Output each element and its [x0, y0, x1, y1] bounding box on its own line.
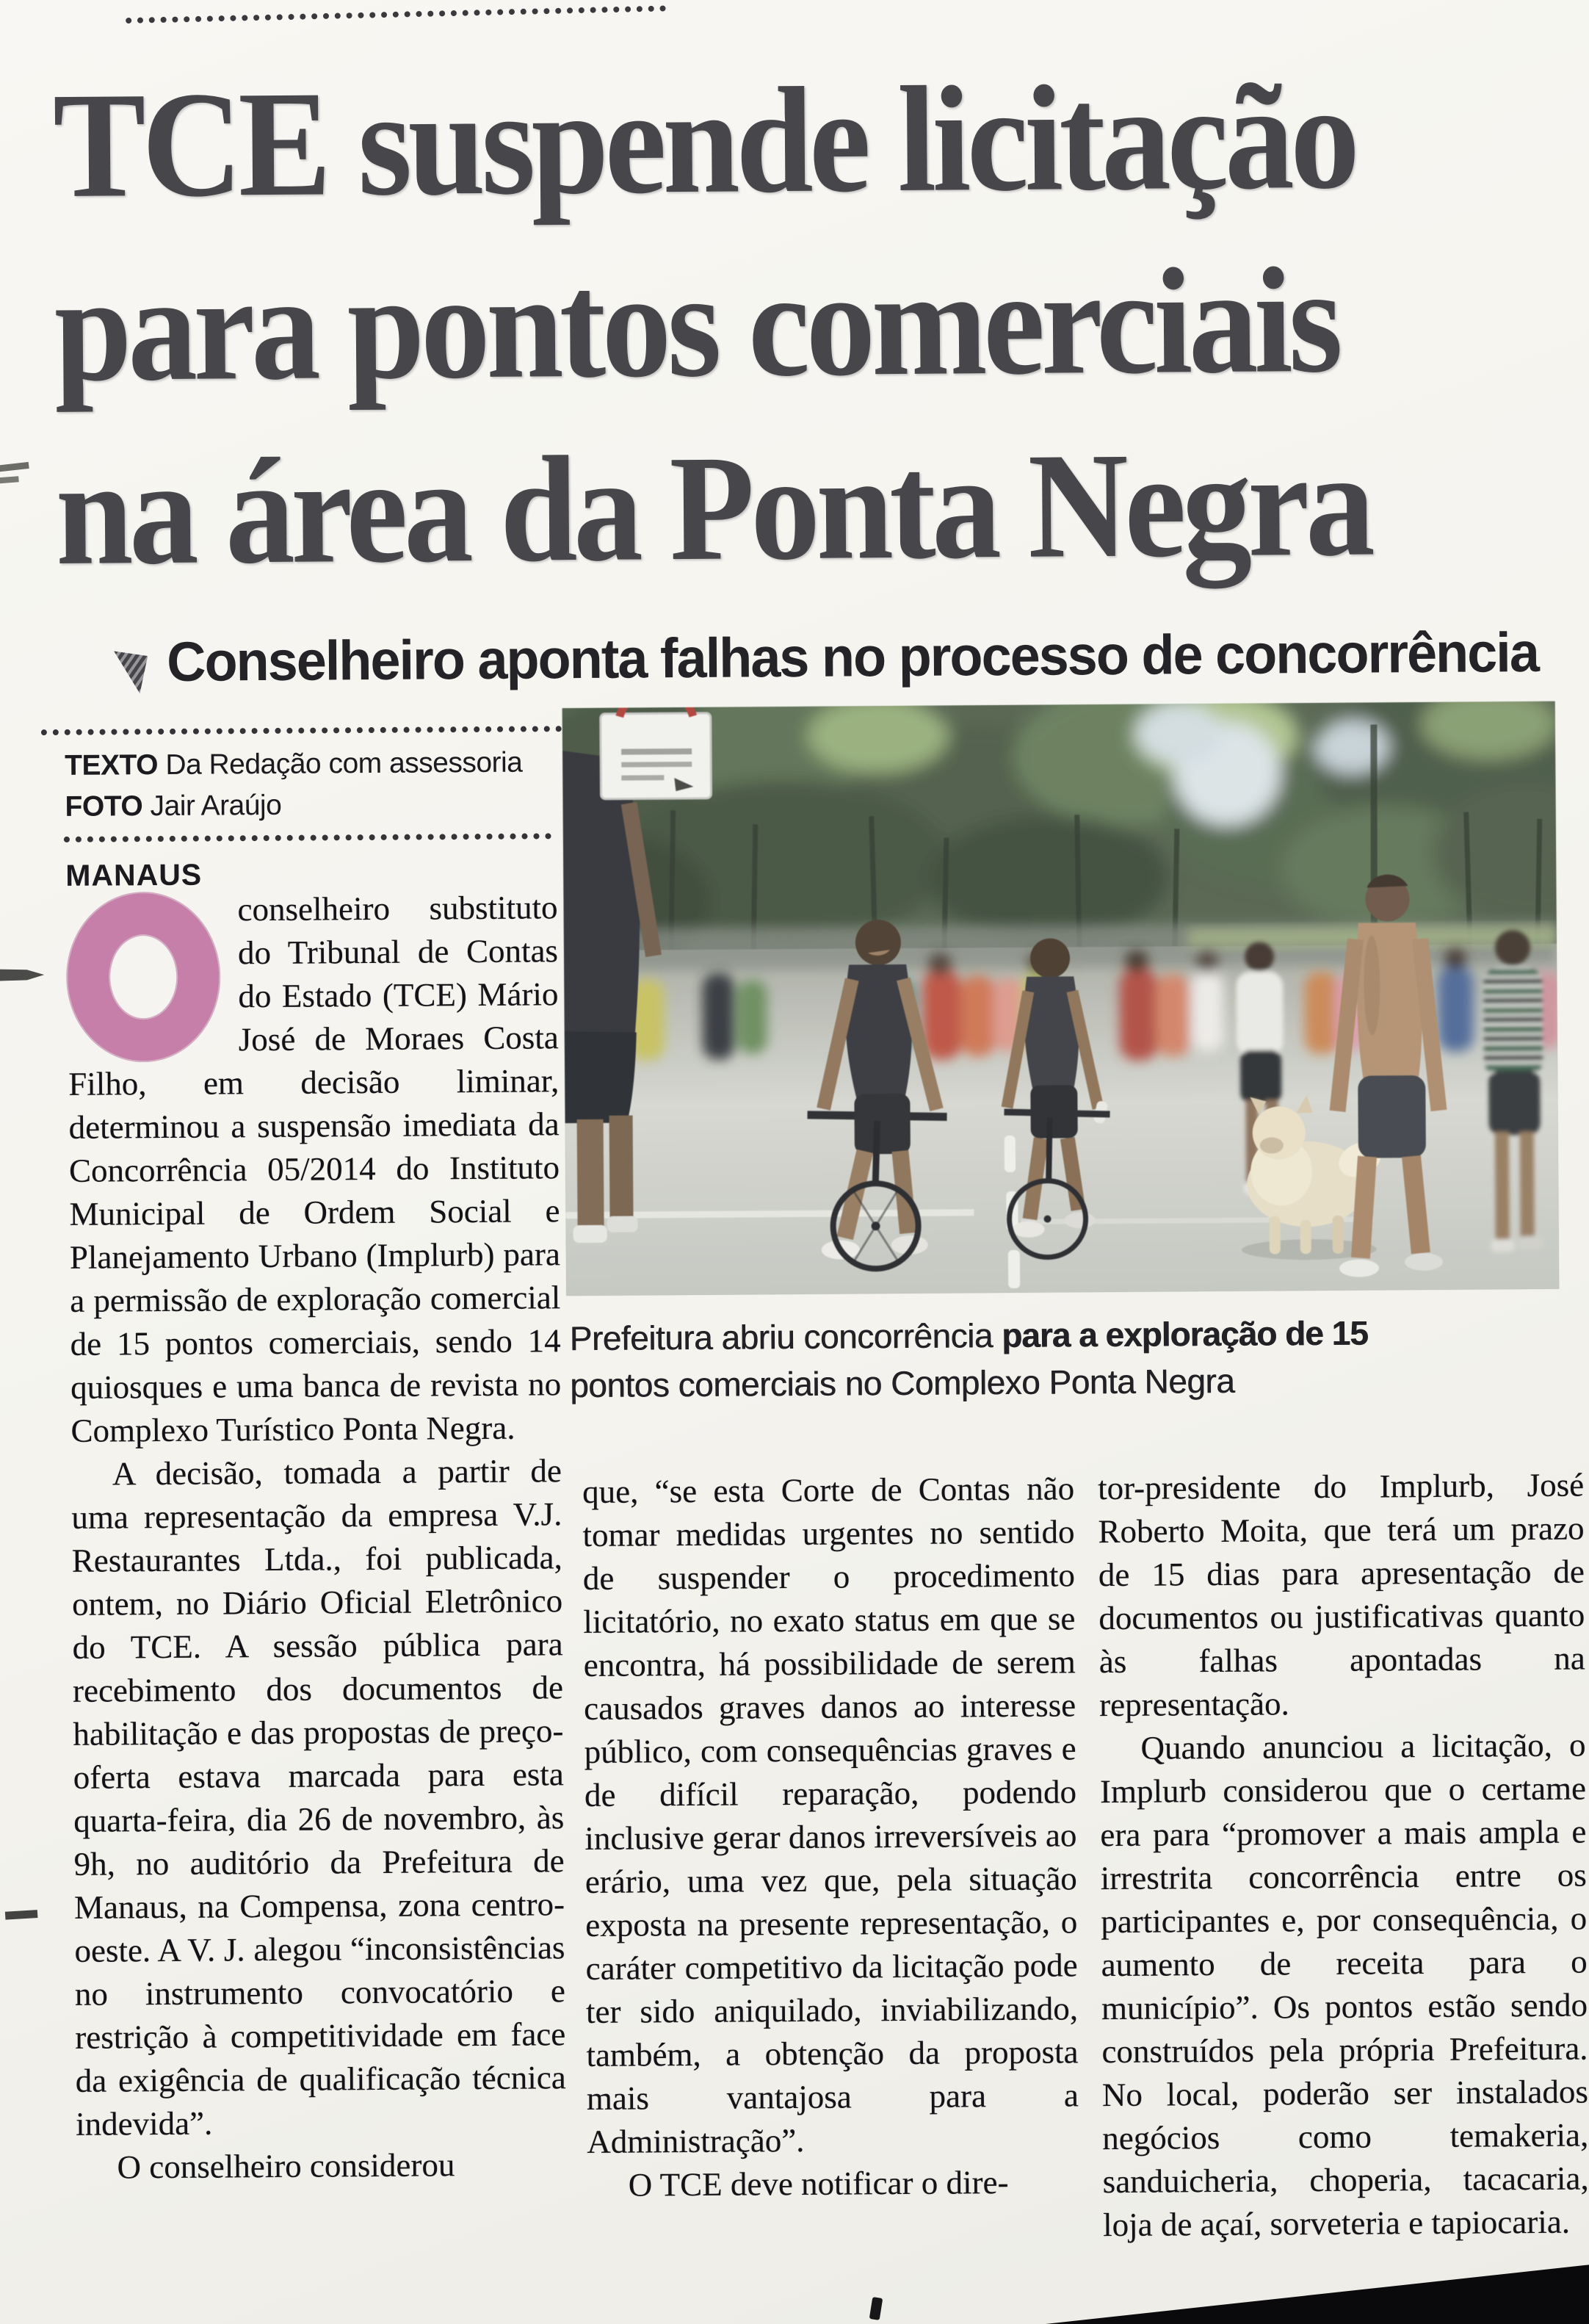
photo-caption — [569, 1310, 1368, 1410]
scan-mark — [0, 462, 29, 472]
top-dotted-rule — [126, 5, 666, 24]
body-column-3 — [1098, 1464, 1589, 2248]
headline — [52, 43, 1485, 605]
scan-mark — [5, 1910, 38, 1920]
byline-texto-label: TEXTO — [65, 749, 159, 782]
byline — [65, 743, 523, 828]
headline-line-3: na área da Ponta Negra — [55, 419, 1372, 597]
body-column-2 — [582, 1467, 1079, 2207]
byline-foto-value: Jair Araújo — [150, 789, 282, 823]
byline-foto-label: FOTO — [65, 790, 143, 823]
scan-mark — [0, 476, 19, 483]
scan-mark — [0, 969, 44, 981]
body-column-1 — [67, 886, 566, 2190]
dateline: MANAUS — [65, 857, 203, 892]
paragraph-4-start: O TCE deve notificar o dire- — [628, 2163, 1009, 2204]
striped-triangle-down-icon — [114, 651, 148, 693]
caption-bold: para a exploração de 15 — [1001, 1313, 1368, 1355]
caption-lead: Prefeitura abriu concorrência — [569, 1316, 1002, 1358]
paragraph-5: Quando anunciou a licitação, o Implurb considerou que o certame era para “promover a mais ampla e irrestrita concorrência entre os participantes e, por consequência, o aumento de receita para o município”. Os pontos estão sendo construídos pela própria Prefeitura. No local, poderão ser instalados negócios como temakeria, sanduicheria, choperia, tacacaria, loja de açaí, sorveteria e tapiocaria. — [1099, 1726, 1589, 2244]
scan-haze — [562, 701, 1560, 1296]
paragraph-3-start: O conselheiro considerou — [117, 2146, 455, 2186]
paragraph-2: A decisão, tomada a partir de uma representação da empresa V.J. Restaurantes Ltda., foi publicada, ontem, no Diário Oficial Eletrônico do TCE. A sessão pública para recebimento dos documentos de habilitação e das propostas de preço-oferta estava marcada para esta quarta-feira, dia 26 de novembro, às 9h, no auditório da Prefeitura de Manaus, na Compensa, zona centro-oeste. A V. J. alegou “inconsistências no instrumento convocatório e restrição à competitividade em face da exigência de qualificação técnica indevida”. — [71, 1452, 566, 2143]
byline-foto — [65, 784, 523, 828]
drop-cap-o — [67, 892, 220, 1061]
paragraph-1 — [67, 886, 561, 1453]
paragraph-4-continued: tor-presidente do Implurb, José Roberto Moita, que terá um prazo de 15 dias para apresentação de documentos ou justificativas quanto às falhas apontadas na representação. — [1097, 1466, 1585, 1724]
article-photo — [562, 701, 1560, 1296]
photo-illustration — [562, 701, 1560, 1296]
caption-line2: pontos comerciais no Complexo Ponta Negra — [569, 1361, 1235, 1405]
headline-line-1: TCE suspende licitação — [52, 51, 1357, 230]
paragraph-1-text: conselheiro substituto do Tribunal de Contas do Estado (TCE) Mário José de Moraes Costa Filho, em decisão liminar, determinou a suspensão imediata da Concorrência 05/2014 do Instituto Municipal de Ordem Social e Planejamento Urbano (Implurb) para a permissão de exploração comercial de 15 pontos comerciais, sendo 14 quiosques e uma banca de revista no Complexo Turístico Ponta Negra. — [68, 889, 562, 1449]
byline-texto-value: Da Redação com assessoria — [165, 746, 523, 781]
byline-dotted-rule — [64, 833, 551, 842]
byline-texto — [65, 743, 523, 787]
subheadline: Conselheiro aponta falhas no processo de concorrência — [166, 621, 1539, 693]
headline-line-2: para pontos comerciais — [54, 235, 1339, 414]
paragraph-3-continued: que, “se esta Corte de Contas não tomar medidas urgentes no sentido de suspender o procedimento licitatório, no exato status em que se encontra, há possibilidade de serem causados graves danos ao interesse público, com consequências graves e de difícil reparação, podendo inclusive gerar danos irreversíveis ao erário, uma vez que, pela situação exposta na presente representação, o caráter competitivo da licitação pode ter sido aniquilado, inviabilizando, também, a obtenção da proposta mais vantajosa para a Administração”. — [582, 1470, 1079, 2161]
